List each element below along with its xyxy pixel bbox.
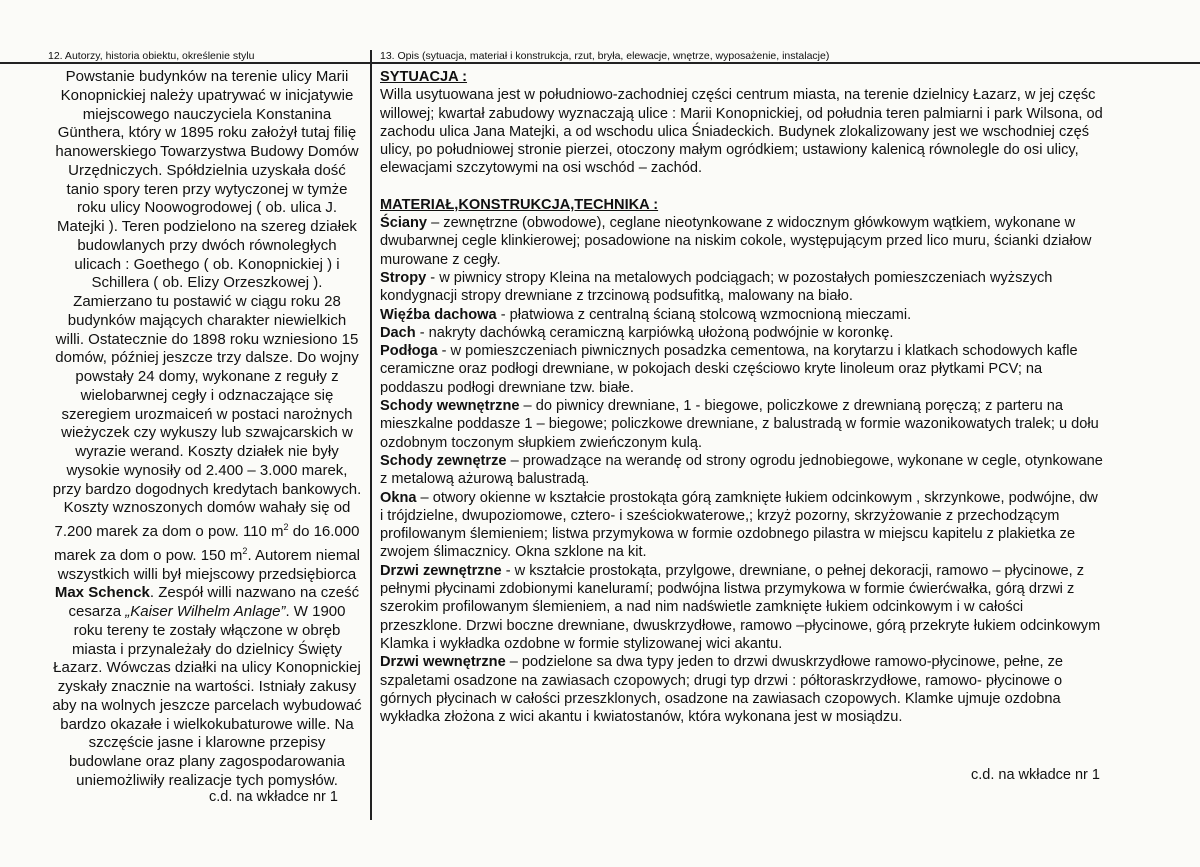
section-13-header: 13. Opis (sytuacja, materiał i konstrukcja, rzut, bryła, elewacje, wnętrze, wyposażenie, instalacje): [380, 50, 830, 62]
text-line: Koszty wznoszonych domów wahały się od: [63, 499, 351, 517]
text-line: górnych płycinach w całości przeszklonych, osadzone na zawiasach czopowych. Klamke ujmuje ozdobna: [380, 690, 1061, 707]
text-line: murowane z cegły.: [380, 251, 501, 268]
column-divider: [370, 50, 372, 820]
entry-term: Stropy: [380, 269, 427, 286]
history-line: Max Schenck. Zespół willi nazwano na cześć: [54, 584, 360, 602]
text-line: Stropy - w piwnicy stropy Kleina na metalowych podciągach; w pozostałych pomieszczeniach wyższych: [380, 269, 1053, 286]
text-line: wielobarwnej cegły i odznaczające się: [80, 386, 334, 404]
history-line: wszystkich willi był miejscowy przedsiębiorca: [57, 565, 357, 583]
text-line: Schody zewnętrze – prowadzące na werandę od strony ogrodu jednobiegowe, wykonane w cegle, otynkowane: [380, 452, 1103, 469]
text-line: zwojem ślimacznicy. Okna szklone na kit.: [380, 544, 647, 561]
text-line: ulicy, po południowej stronie pierzei, otoczony małym ogródkiem; ustawiony kalenicą równolegle do osi ulicy,: [380, 142, 1079, 159]
section-12-header: 12. Autorzy, historia obiektu, określenie stylu: [48, 50, 255, 62]
text-line: szczęście jasne i klarowne przepisy: [88, 734, 326, 752]
text-line: powstały 24 domy, wykonane z reguły z: [75, 368, 339, 385]
text-line: Urzędniczych. Spółdzielnia uzyskała dość: [68, 161, 346, 179]
situation-paragraph: [380, 86, 1192, 177]
text-line: Matejki ). Teren podzielono na szereg działek: [57, 218, 357, 235]
text-line: kondygnacji stropy drewniane z trzcinową podsufitką, malowany na biało.: [380, 288, 853, 305]
text-line: aby na wolnych jeszcze parcelach wybudować: [52, 696, 362, 714]
text-line: ozdobnym toczonym słupkiem zwieńczonym kulą.: [380, 434, 703, 451]
text-line: profilowanym ślemieniem; listwa przymykowa w formie ozdobnego pilastra w miejscu kapitelu z plakietka ze: [380, 526, 1076, 543]
truss-entry: Więźba dachowa - płatwiowa z centralną ścianą stolcową wzmocnioną mieczami.: [380, 306, 912, 323]
text-line: ceramiczne oraz podłogi drewniane, w pokojach deski częściowo kryte linoleum oraz płytkami PCV; na: [380, 361, 1043, 378]
entry-term: Ściany: [380, 215, 428, 232]
text-line: przeszklone. Drzwi boczne drewniane, dwuskrzydłowe, ramowo –płycinowe, górą przekryte łukiem odcinkowym: [380, 617, 1101, 634]
text-line: Drzwi wewnętrzne – podzielone sa dwa typy jeden to drzwi dwuskrzydłowe ramowo-płycinowe, pełne, ze: [380, 654, 1063, 671]
text-line: poddaszu podłogi drewniane tzw. białe.: [380, 379, 634, 396]
stairs-inside-entry: [380, 397, 1192, 452]
history-text: [46, 68, 368, 791]
windows-entry: [380, 489, 1192, 562]
text-line: Schody wewnętrzne – do piwnicy drewniane, 1 - biegowe, policzkowe z drewnianą poręczą; z parteru na: [380, 398, 1063, 415]
history-line: cesarza „Kaiser Wilhelm Anlage”. W 1900: [68, 603, 346, 620]
text-line: szeregiem urozmaiceń w postaci narożnych: [61, 405, 353, 423]
ceilings-entry: [380, 269, 1192, 306]
entry-term: Podłoga: [380, 343, 438, 360]
text-line: Schillera ( ob. Elizy Orzeszkowej ).: [91, 274, 323, 292]
text-line: Powstanie budynków na terenie ulicy Marii: [65, 68, 349, 85]
text-line: wieżyczek czy wykuszy lub szwajcarskich w: [61, 424, 353, 442]
text-line: Klamka i wykładka ozdobne w formie stylizowanej wici akantu.: [380, 635, 783, 652]
entry-term: Schody wewnętrzne: [380, 398, 520, 415]
complex-name: „Kaiser Wilhelm Anlage”: [125, 603, 286, 620]
text-line: pełnymi płycinami zdobionymi kaneluramí; podwójna listwa przymykowa w formie ćwierćwałka, górą drzwi z: [380, 581, 1075, 598]
entry-term: Drzwi wewnętrzne: [380, 654, 506, 671]
text-line: Willa usytuowana jest w południowo-zachodniej części centrum miasta, na terenie dzielnicy Łazarz, w jej częśc: [380, 87, 1096, 104]
text-line: tanio spory teren przy wytyczonej w tymże: [66, 180, 348, 198]
continued-note-right: c.d. na wkładce nr 1: [971, 767, 1100, 783]
entry-term: Drzwi zewnętrzne: [380, 562, 502, 579]
text-line: wykładka złożona z wici akantu i kwiatostanów, która wykonana jest w mosiądzu.: [380, 709, 903, 726]
history-line: marek za dom o pow. 150 $m^2$. Autorem niemal: [53, 545, 360, 564]
doors-outside-entry: [380, 562, 1192, 653]
doors-inside-entry: [380, 653, 1192, 726]
roof-entry: Dach - nakryty dachówką ceramiczną karpiówką ułożoną podwójnie w koronkę.: [380, 324, 894, 341]
text-line: budowlanych przy dwóch równoległych: [77, 236, 337, 254]
text-line: szerokim profilowanym ślemieniem, a nad nim nadświetle zamknięte łukiem odcinkowym i w całości: [380, 599, 1024, 616]
text-line: przy bardzo dogodnych kredytach bankowych.: [52, 480, 362, 498]
text-line: budowlane oraz plany zagospodarowania: [68, 753, 346, 770]
text-line: Zamierzano tu postawić w ciągu roku 28: [73, 293, 341, 310]
text-line: dwubarwnej cegle klinkierowej; posadowione na niskim cokole, występującym przed lico muru, ścianki działow: [380, 233, 1092, 250]
text-line: mieszkalne poddasze 1 – biegowe; policzkowe drewniane, z balustradą w formie wazonikowatych tralek; u dołu: [380, 416, 1099, 433]
text-line: Podłoga - w pomieszczeniach piwnicznych posadzka cementowa, na korytarzu i klatkach schodowych kafle: [380, 343, 1078, 360]
text-line: Łazarz. Wówczas działki na ulicy Konopnickiej: [53, 659, 361, 677]
text-line: bardzo okazałe i wielkokubaturowe wille. Na: [60, 715, 354, 733]
entry-term: Okna: [380, 489, 417, 506]
text-line: hanowerskiego Towarzystwa Budowy Domów: [55, 143, 359, 160]
text-line: uniemożliwiły realizacje tych pomysłów.: [76, 771, 338, 789]
text-line: i trójdzielne, dwupoziomowe, cztero- i sześciokwaterowe,; krzyż pozorny, skrzyżowanie z przechodzącym: [380, 507, 1060, 524]
history-line: 7.200 marek za dom o pow. 110 $m^2$ do 16.000: [54, 522, 360, 540]
text-line: zachodu ulica Jana Matejki, a od wschodu ulica Śniadeckich. Budynek zlokalizowany jest we wschodniej częś: [380, 123, 1089, 140]
text-line: elewacjami szczytowymi na osi wschód – zachód.: [380, 160, 703, 177]
situation-title: SYTUACJA :: [380, 69, 468, 85]
builder-name: Max Schenck: [54, 584, 150, 602]
text-line: ulicach : Goethego ( ob. Konopnickiej ) i: [74, 255, 340, 273]
floor-entry: [380, 342, 1192, 397]
text-line: budynków mających charakter niewielkich: [67, 311, 347, 329]
header-rule: [0, 62, 1200, 64]
text-line: Drzwi zewnętrzne - w kształcie prostokąta, przylgowe, drewniane, o pełnej dekoracji, ramowo – płycinowe, z: [380, 562, 1085, 579]
text-line: Okna – otwory okienne w kształcie prostokąta górą zamknięte łukiem odcinkowym , skrzynkowe, podwójne, dw: [380, 489, 1098, 506]
text-line: z metalową ażurową balustradą.: [380, 471, 590, 488]
entry-term: Schody zewnętrze: [380, 452, 507, 469]
text-line: willowej; kwartał zabudowy wyznaczają ulice : Marii Konopnickiej, od południa teren palmiarni i park Wilsona, od: [380, 105, 1103, 122]
text-line: szpaletami osadzone na zawiasach czopowych; drugi typ drzwi : półtoraskrzydłowe, ramowo- płycinowe o: [380, 672, 1063, 689]
material-title: MATERIAŁ,KONSTRUKCJA,TECHNIKA :: [380, 196, 659, 213]
text-line: Konopnickiej należy upatrywać w inicjatywie: [60, 86, 354, 104]
description-text: [380, 68, 1192, 726]
text-line: roku tereny te zostały włączone w obręb: [73, 621, 341, 639]
text-line: wyrazie werand. Koszty działek nie były: [75, 443, 339, 460]
walls-entry: [380, 214, 1192, 269]
text-line: Günthera, który w 1895 roku założył tutaj filię: [57, 124, 357, 142]
history-paragraph-start: [46, 68, 368, 518]
text-line: miejscowego nauczyciela Konstanina: [82, 105, 332, 123]
text-line: miasta i przynależały do dzielnicy Święty: [71, 640, 343, 658]
text-line: domów, później jeszcze trzy dalsze. Do wojny: [55, 349, 359, 367]
text-line: wysokie wynosiły od 2.400 – 3.000 marek,: [66, 461, 348, 479]
text-line: roku ulicy Noowogrodowej ( ob. ulica J.: [76, 199, 338, 217]
continued-note-left: c.d. na wkładce nr 1: [209, 789, 338, 805]
text-line: willi. Ostatecznie do 1898 roku wzniesiono 15: [55, 330, 359, 348]
history-paragraph-end: [46, 622, 368, 791]
stairs-outside-entry: [380, 452, 1192, 489]
text-line: Ściany – zewnętrzne (obwodowe), ceglane nieotynkowane z widocznym główkowym wątkiem, wykonane w: [380, 215, 1076, 232]
text-line: zyskały znacznie na wartości. Istniały zakusy: [57, 678, 357, 695]
